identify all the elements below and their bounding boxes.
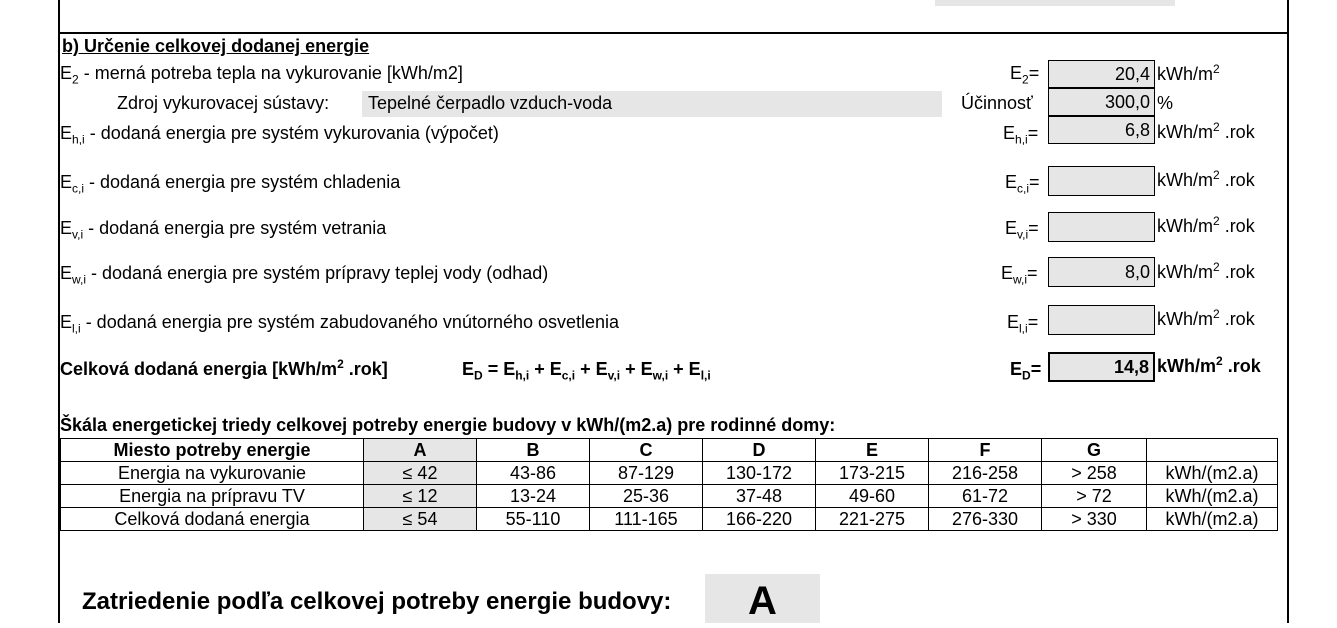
total-formula: $E_D = E_{h,i} + E_{c,i} + E_{v,i} + E_{w,i} + E_{l,i}$	[462, 359, 711, 383]
table-row	[61, 508, 1278, 531]
header-c: C	[590, 439, 703, 462]
table-cell: 43-86	[477, 462, 590, 485]
table-cell: Energia na vykurovanie	[61, 462, 364, 485]
table-cell: 221-275	[816, 508, 929, 531]
ev-unit: kWh/$m^2$ .rok	[1157, 214, 1255, 236]
ev-label: $E_{v,i}$ - dodaná energia pre systém vetrania	[60, 218, 387, 242]
ec-unit: kWh/$m^2$ .rok	[1157, 168, 1255, 190]
prev-row-field	[935, 0, 1175, 6]
table-cell: ≤ 54	[364, 508, 477, 531]
classification-value: A	[705, 574, 820, 623]
e2-label: $E_2$ - merná potreba tepla na vykurovanie [kWh/m2]	[60, 63, 463, 87]
ec-label: $E_{c,i}$ - dodaná energia pre systém chladenia	[60, 172, 401, 196]
el-symbol: $E_{l,i}=$	[1007, 312, 1039, 336]
scale-title: Škála energetickej triedy celkovej potreby energie budovy v kWh/(m2.a) pre rodinné domy:	[60, 415, 836, 435]
table-cell: > 258	[1042, 462, 1147, 485]
table-cell: kWh/(m2.a)	[1147, 462, 1278, 485]
source-value[interactable]: Tepelné čerpadlo vzduch-voda	[368, 93, 613, 113]
table-cell: 55-110	[477, 508, 590, 531]
source-label: Zdroj vykurovacej sústavy:	[117, 93, 330, 113]
ew-label: $E_{w,i}$ - dodaná energia pre systém prípravy teplej vody (odhad)	[60, 263, 549, 287]
table-cell: 61-72	[929, 485, 1042, 508]
eh-label: $E_{h,i}$ - dodaná energia pre systém vykurovania (výpočet)	[60, 123, 499, 147]
ec-symbol: $E_{c,i}=$	[1005, 172, 1040, 196]
ew-symbol: $E_{w,i}=$	[1001, 263, 1038, 287]
eh-value[interactable]: 6,8	[1048, 116, 1155, 144]
efficiency-unit: %	[1157, 93, 1174, 113]
e2-value[interactable]: 20,4	[1048, 60, 1155, 88]
header-d: D	[703, 439, 816, 462]
el-label: $E_{l,i}$ - dodaná energia pre systém zabudovaného vnútorného osvetlenia	[60, 312, 620, 336]
table-cell: 166-220	[703, 508, 816, 531]
header-g: G	[1042, 439, 1147, 462]
classification-label: Zatriedenie podľa celkovej potreby energie budovy:	[82, 588, 672, 615]
ev-value[interactable]	[1048, 212, 1155, 242]
table-header-row	[61, 439, 1278, 462]
eh-unit: kWh/$m^2$ .rok	[1157, 120, 1255, 142]
frame-top-divider	[58, 32, 1289, 34]
header-b: B	[477, 439, 590, 462]
frame-right	[1287, 0, 1289, 623]
efficiency-label: Účinnosť	[961, 93, 1033, 113]
el-unit: kWh/$m^2$ .rok	[1157, 307, 1255, 329]
header-unit	[1147, 439, 1278, 462]
table-row	[61, 462, 1278, 485]
ev-symbol: $E_{v,i}=$	[1005, 218, 1039, 242]
table-cell: 49-60	[816, 485, 929, 508]
e2-symbol: $E_2=$	[1010, 63, 1040, 87]
efficiency-value[interactable]: 300,0	[1048, 88, 1155, 116]
table-cell: ≤ 42	[364, 462, 477, 485]
header-e: E	[816, 439, 929, 462]
table-cell: ≤ 12	[364, 485, 477, 508]
energy-scale-table	[60, 438, 1278, 531]
table-cell: 111-165	[590, 508, 703, 531]
ew-value[interactable]: 8,0	[1048, 257, 1155, 287]
header-f: F	[929, 439, 1042, 462]
table-cell: 216-258	[929, 462, 1042, 485]
table-cell: 87-129	[590, 462, 703, 485]
total-unit: kWh/$m^2$ .rok	[1157, 354, 1261, 376]
table-row	[61, 485, 1278, 508]
total-value[interactable]: 14,8	[1048, 352, 1155, 382]
table-cell: 25-36	[590, 485, 703, 508]
table-cell: 13-24	[477, 485, 590, 508]
total-label: Celková dodaná energia [$kWh/m^2$ .rok]	[60, 357, 388, 379]
table-cell: 130-172	[703, 462, 816, 485]
ec-value[interactable]	[1048, 166, 1155, 196]
table-cell: Energia na prípravu TV	[61, 485, 364, 508]
e2-unit: kWh/$m^2$	[1157, 62, 1220, 84]
header-place: Miesto potreby energie	[61, 439, 364, 462]
section-title: b) Určenie celkovej dodanej energie	[62, 36, 370, 56]
table-cell: 276-330	[929, 508, 1042, 531]
table-cell: 37-48	[703, 485, 816, 508]
table-cell: 173-215	[816, 462, 929, 485]
table-cell: kWh/(m2.a)	[1147, 485, 1278, 508]
eh-symbol: $E_{h,i}=$	[1003, 123, 1039, 147]
el-value[interactable]	[1048, 305, 1155, 335]
total-symbol: $E_D=$	[1010, 359, 1042, 383]
table-cell: Celková dodaná energia	[61, 508, 364, 531]
table-cell: kWh/(m2.a)	[1147, 508, 1278, 531]
ew-unit: kWh/$m^2$ .rok	[1157, 260, 1255, 282]
table-cell: > 330	[1042, 508, 1147, 531]
header-a: A	[364, 439, 477, 462]
table-cell: > 72	[1042, 485, 1147, 508]
